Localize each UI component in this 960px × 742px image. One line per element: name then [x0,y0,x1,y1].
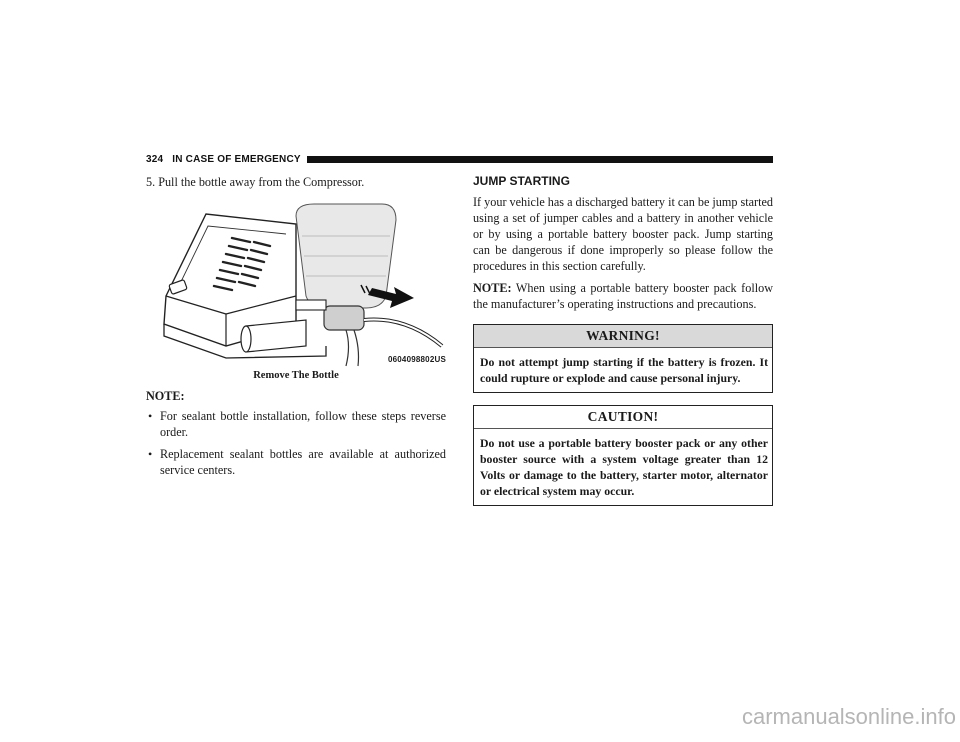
warning-text: Do not attempt jump starting if the battery is frozen. It could rupture or explode and cause personal injury. [480,355,768,385]
step-5: 5. Pull the bottle away from the Compressor. [146,175,365,189]
left-column [146,172,446,484]
page-number: 324 [146,153,164,165]
watermark: carmanualsonline.info [741,704,956,729]
section-heading: JUMP STARTING [473,174,570,188]
bullet-glyph: • [148,447,153,461]
note-label: NOTE: [473,281,512,295]
warning-heading: WARNING! [474,325,772,348]
section-title: IN CASE OF EMERGENCY [172,153,301,165]
note-label: NOTE: [146,389,185,403]
caution-box [473,405,773,506]
bullet-glyph: • [148,409,153,423]
note-list [146,408,446,478]
caution-heading: CAUTION! [474,406,772,429]
caution-text: Do not use a portable battery booster pack or any other booster source with a system voltage greater than 12 Volts or damage to the battery, starter motor, alternator or electrical system may occur. [480,436,768,498]
page-header [146,153,773,165]
note-text: When using a portable battery booster pack follow the manufacturer’s operating instructions and precautions. [473,281,773,311]
note-paragraph [473,280,773,312]
figure-remove-bottle [146,196,446,368]
right-column [473,172,773,506]
figure-code: 0604098802US [387,355,446,364]
list-item-text: For sealant bottle installation, follow these steps reverse order. [160,409,446,439]
intro-paragraph: If your vehicle has a discharged battery it can be jump started using a set of jumper cables and a battery in another vehicle or by using a portable battery booster pack. Jump starting can be dangerous if done improperly so please follow the procedures in this section carefully. [473,195,773,273]
figure-caption: Remove The Bottle [253,370,339,381]
list-item-text: Replacement sealant bottles are available at authorized service centers. [160,447,446,477]
warning-box [473,324,773,393]
list-item [146,408,446,440]
header-rule [307,156,773,163]
compressor-illustration [146,196,446,368]
list-item [146,446,446,478]
